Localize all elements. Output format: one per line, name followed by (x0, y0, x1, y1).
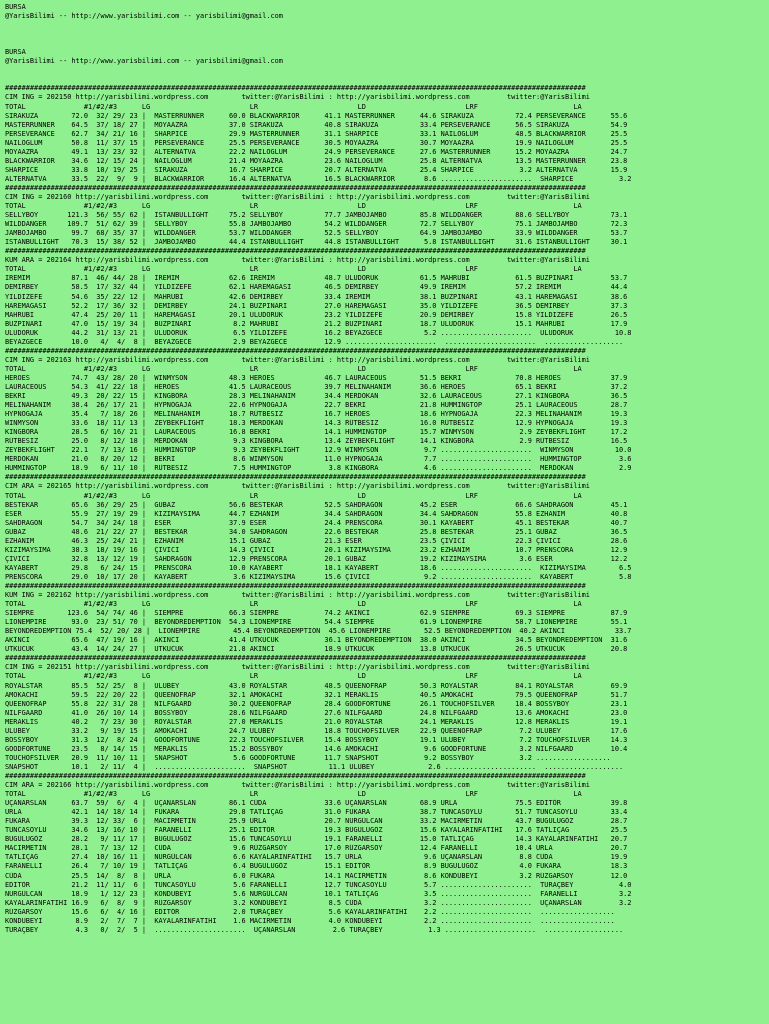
race-row: GOODFORTUNE 23.5 8/ 14/ 15 | MERAKLIS 15.2 BOSSYBOY 14.6 AMOKACHI 9.6 GOODFORTUNE 3.2 NILFGAARD 10.4 (5, 744, 628, 753)
race-row: LAURACEOUS 54.3 41/ 22/ 18 | HEROES 41.5 LAURACEOUS 39.7 MELINAHANIM 36.6 HEROES 65.1 BEKRI 37.2 (5, 382, 628, 391)
race-title: KUM ING = 202162 http://yarisbilimi.wordpress.com twitter:@YarisBilimi : http://yarisbilimi.wordpress.com twitter:@YarisBilimi (5, 591, 590, 600)
race-row: HYPNOGAJA 35.4 7/ 18/ 26 | MELINAHANIM 18.7 RÜTBESIZ 16.7 HEROES 18.6 HYPNOGAJA 22.3 MELINAHANIM 19.3 (5, 410, 628, 419)
separator-line: ############################################################################################################################################ (5, 582, 586, 590)
race-row: KINGBORA 28.5 6/ 16/ 21 | LAURACEOUS 16.8 BEKRI 14.1 HUMMINGTOP 15.7 WINMYSON 2.9 ZEYBEKFLIGHT 17.2 (5, 428, 628, 437)
race-list (5, 84, 769, 934)
race-row: TATLIÇAG 27.4 10/ 16/ 11 | NURGÜLCAN 6.6 KAYALARINFATIHI 15.7 URLA 9.6 UÇANARSLAN 8.8 CÜDA 19.9 (5, 853, 628, 862)
race-row: SELLYBOY 121.3 56/ 55/ 62 | ISTANBULLIGHT 75.2 SELLYBOY 77.7 JAMBOJAMBO 85.8 WILDDANGER 88.6 SELLYBOY 73.1 (5, 211, 628, 220)
race-row: SAHDRAGON 54.7 34/ 24/ 18 | ESER 37.9 ESER 24.4 PRENSCORA 30.1 KAYABERT 45.1 BESTEKAR 40.7 (5, 518, 628, 527)
race-column-header: TOTAL #1/#2/#3 LG LR LD LRF LA (5, 790, 582, 799)
header-line: BURSA (5, 48, 26, 57)
race-row: TUNCASOYLU 34.6 13/ 16/ 10 | FARANELLI 25.1 EDITÖR 19.3 BUGULUGÖZ 15.6 KAYALARINFATIHI 17.6 TATLIÇAG 25.5 (5, 826, 628, 835)
race-row: KAYABERT 29.8 6/ 24/ 15 | PRENSCORA 10.0 KAYABERT 18.1 KAYABERT 18.6 ...................... KIZIMAYSIMA 6.5 (5, 563, 632, 572)
separator-line: ############################################################################################################################################ (5, 654, 586, 663)
race-row: NILFGAARD 41.0 26/ 10/ 14 | BOSSYBOY 28.6 NILFGAARD 27.6 NILFGAARD 24.8 NILFGAARD 13.6 AMOKACHI 23.0 (5, 708, 628, 717)
race-row: PERSEVERANCE 62.7 34/ 21/ 16 | SHARPICE 29.9 MASTERRUNNER 31.1 SHARPICE 33.1 NAILOGLUM 48.5 BLACKWARRIOR 25.5 (5, 129, 628, 138)
race-title: CIM ING = 202163 http://yarisbilimi.wordpress.com twitter:@YarisBilimi : http://yarisbilimi.wordpress.com twitter:@YarisBilimi (5, 355, 590, 364)
race-row: UÇANARSLAN 63.7 59/ 6/ 4 | UÇANARSLAN 86.1 CÜDA 33.6 UÇANARSLAN 68.9 URLA 75.5 EDITÖR 39.8 (5, 799, 628, 808)
race-column-header: TOTAL #1/#2/#3 LG LR LD LRF LA (5, 672, 582, 681)
race-row: GUBAZ 48.6 21/ 22/ 27 | BESTEKAR 34.0 SAHDRAGON 22.6 BESTEKAR 25.8 BESTEKAR 25.1 GUBAZ 36.5 (5, 527, 628, 536)
race-row: HAREMAGASI 52.2 17/ 36/ 32 | DEMIRBEY 24.1 BUZPINARI 27.0 HAREMAGASI 35.0 YILDIZEFE 36.5 DEMIRBEY 37.3 (5, 301, 628, 310)
race-block (5, 247, 769, 347)
race-block (5, 473, 769, 582)
race-row: MERAKLIS 40.2 7/ 23/ 30 | ROYALSTAR 27.0 MERAKLIS 21.0 ROYALSTAR 24.1 MERAKLIS 12.8 MERAKLIS 19.1 (5, 717, 628, 726)
race-row: RÜTBESIZ 25.0 8/ 12/ 18 | MERDOKAN 9.3 KINGBORA 13.4 ZEYBEKFLIGHT 14.1 KINGBORA 2.9 RÜTBESIZ 16.5 (5, 437, 628, 446)
race-row: HUMMINGTOP 18.9 6/ 11/ 10 | RÜTBESIZ 7.5 HUMMINGTOP 3.8 KINGBORA 4.6 ...................... MERDOKAN 2.9 (5, 464, 632, 473)
header-line (5, 30, 769, 39)
race-row: FARANELLI 26.4 7/ 10/ 19 | TATLIÇAG 6.4 BUGULUGÖZ 15.1 EDITÖR 8.9 BUGULUGÖZ 4.0 FUKARA 18.3 (5, 862, 628, 871)
race-row: AMOKACHI 59.5 22/ 20/ 22 | QUEENOFRAP 32.1 AMOKACHI 32.1 MERAKLIS 40.5 AMOKACHI 79.5 QUEENOFRAP 51.7 (5, 690, 628, 699)
report-document (5, 3, 769, 935)
race-block (5, 184, 769, 247)
separator-line: ############################################################################################################################################ (5, 84, 586, 93)
race-title: CIM ARA = 202166 http://yarisbilimi.wordpress.com twitter:@YarisBilimi : http://yarisbilimi.wordpress.com twitter:@YarisBilimi (5, 781, 590, 790)
race-row: BEYAZGECE 10.0 4/ 4/ 8 | BEYAZGECE 2.9 BEYAZGECE 12.9 ...................... ...................... ................... (5, 337, 624, 346)
race-row: TURAÇBEY 4.3 0/ 2/ 5 | ...................... UÇANARSLAN 2.6 TURAÇBEY 1.3 ...................... ................... (5, 925, 624, 934)
race-row: CÜDA 25.5 14/ 8/ 8 | URLA 6.0 FUKARA 14.1 MACIRMETIN 8.6 KONDUBEYI 3.2 RÜZGARSOY 12.0 (5, 871, 628, 880)
race-row: UTKUCUK 43.4 14/ 24/ 27 | UTKUCUK 21.8 AKINCI 18.9 UTKUCUK 13.8 UTKUCUK 26.5 UTKUCUK 20.8 (5, 645, 628, 654)
race-row: BESTEKAR 65.6 36/ 29/ 25 | GUBAZ 56.6 BESTEKAR 52.5 SAHDRAGON 45.2 ESER 66.6 SAHDRAGON 45.1 (5, 500, 628, 509)
race-row: BEKRI 49.3 20/ 22/ 15 | KINGBORA 28.3 MELINAHANIM 34.4 MERDOKAN 32.6 LAURACEOUS 27.1 KINGBORA 36.5 (5, 392, 628, 401)
race-row: DEMIRBEY 58.5 17/ 32/ 44 | YILDIZEFE 62.1 HAREMAGASI 46.5 DEMIRBEY 49.9 IREMIM 57.2 IREMIM 44.4 (5, 283, 628, 292)
race-block (5, 347, 769, 474)
race-row: PRENSCORA 29.0 10/ 17/ 20 | KAYABERT 3.6 KIZIMAYSIMA 15.6 ÇIVICI 9.2 ...................... KAYABERT 5.8 (5, 572, 632, 581)
race-row: WINMYSON 33.6 18/ 11/ 13 | ZEYBEKFLIGHT 18.3 MERDOKAN 14.3 RÜTBESIZ 16.0 RÜTBESIZ 12.9 HYPNOGAJA 19.3 (5, 419, 628, 428)
race-row: MAHRUBI 47.4 25/ 20/ 11 | HAREMAGASI 20.1 ULUDORUK 23.2 YILDIZEFE 20.9 DEMIRBEY 15.8 YILDIZEFE 26.5 (5, 310, 628, 319)
separator-line: ############################################################################################################################################ (5, 771, 586, 780)
header-line (5, 75, 769, 84)
race-row: NURGÜLCAN 18.9 1/ 12/ 23 | KONDUBEYI 5.6 NURGÜLCAN 10.1 TATLIÇAG 3.5 ...................... FARANELLI 3.2 (5, 889, 632, 898)
race-row: HEROES 74.7 43/ 28/ 20 | WINMYSON 48.3 HEROES 46.7 LAURACEOUS 51.5 BEKRI 70.8 HEROES 37.9 (5, 373, 628, 382)
race-block (5, 84, 769, 184)
race-title: CIM ARA = 202165 http://yarisbilimi.wordpress.com twitter:@YarisBilimi : http://yarisbilimi.wordpress.com twitter:@YarisBilimi (5, 482, 590, 491)
race-row: ESER 55.9 27/ 19/ 29 | KIZIMAYSIMA 44.7 EZHANIM 34.4 SAHDRAGON 34.4 SAHDRAGON 55.8 EZHANIM 40.8 (5, 509, 628, 518)
race-row: JAMBOJAMBO 99.7 68/ 35/ 37 | WILDDANGER 53.7 WILDDANGER 52.5 SELLYBOY 64.9 JAMBOJAMBO 33.9 WILDDANGER 53.7 (5, 229, 628, 238)
race-row: SIRAKUZA 72.0 32/ 29/ 23 | MASTERRUNNER 60.0 BLACKWARRIOR 41.1 MASTERRUNNER 44.6 SIRAKUZA 72.4 PERSEVERANCE 55.6 (5, 111, 628, 120)
race-row: AKINCI 65.6 47/ 19/ 16 | AKINCI 41.4 UTKUCUK 36.1 BEYONDREDEMPTION 38.0 AKINCI 34.5 BEYONDREDEMPTION 31.6 (5, 636, 628, 645)
race-row: ULUBEY 33.2 9/ 19/ 15 | AMOKACHI 24.7 ULUBEY 18.8 TOUCHOFSILVER 22.9 QUEENOFRAP 7.2 ULUBEY 17.6 (5, 726, 628, 735)
header-line: @YarisBilimi -- http://www.yarisbilimi.com -- yarisbilimi@gmail.com (5, 57, 283, 66)
race-row: ULUDORUK 44.2 31/ 13/ 21 | ULUDORUK 6.5 YILDIZEFE 16.2 BEYAZGECE 5.2 ...................... ULUDORUK 10.8 (5, 328, 632, 337)
race-block (5, 654, 769, 772)
race-row: LIONEMPIRE 93.0 23/ 51/ 70 | BEYONDREDEMPTION 54.3 LIONEMPIRE 54.4 SIEMPRE 61.9 LIONEMPIRE 58.7 LIONEMPIRE 55.1 (5, 618, 628, 627)
race-column-header: TOTAL #1/#2/#3 LG LR LD LRF LA (5, 364, 582, 373)
race-row: NAILOGLUM 50.8 11/ 37/ 15 | PERSEVERANCE 25.5 PERSEVERANCE 30.5 MOYAAZRA 30.7 MOYAAZRA 19.9 NAILOGLUM 25.5 (5, 138, 628, 147)
separator-line: ############################################################################################################################################ (5, 473, 586, 482)
race-row: KAYALARINFATIHI 16.9 6/ 8/ 9 | RÜZGARSOY 3.2 KONDUBEYI 8.5 CÜDA 3.2 ...................... UÇANARSLAN 3.2 (5, 898, 632, 907)
race-row: ROYALSTAR 85.5 52/ 25/ 8 | ULUBEY 43.0 ROYALSTAR 48.5 QUEENOFRAP 50.3 ROYALSTAR 84.1 ROYALSTAR 69.9 (5, 681, 628, 690)
race-title: CIM ING = 202151 http://yarisbilimi.wordpress.com twitter:@YarisBilimi : http://yarisbilimi.wordpress.com twitter:@YarisBilimi (5, 663, 590, 672)
race-row: SIEMPRE 123.6 54/ 74/ 46 | SIEMPRE 66.3 SIEMPRE 74.2 AKINCI 62.9 SIEMPRE 69.3 SIEMPRE 87.9 (5, 609, 628, 618)
race-row: YILDIZEFE 54.6 35/ 22/ 12 | MAHRUBI 42.6 DEMIRBEY 33.4 IREMIM 38.1 BUZPINARI 43.1 HAREMAGASI 38.6 (5, 292, 628, 301)
race-row: ISTANBULLIGHT 70.3 15/ 38/ 52 | JAMBOJAMBO 44.4 ISTANBULLIGHT 44.8 ISTANBULLIGHT 5.8 ISTANBULLIGHT 31.6 ISTANBULLIGHT 30.1 (5, 238, 628, 247)
race-row: BLACKWARRIOR 34.6 12/ 15/ 24 | NAILOGLUM 21.4 MOYAAZRA 23.6 NAILOGLUM 25.8 ALTERNATVA 13.5 MASTERRUNNER 23.8 (5, 156, 628, 165)
race-row: MERDOKAN 21.0 8/ 20/ 12 | BEKRI 8.6 WINMYSON 11.0 HYPNOGAJA 7.7 ...................... HUMMINGTOP 3.6 (5, 455, 632, 464)
separator-line: ############################################################################################################################################ (5, 346, 586, 355)
header-line (5, 66, 769, 75)
race-row: QUEENOFRAP 55.8 22/ 31/ 28 | NILFGAARD 30.2 QUEENOFRAP 28.4 GOODFORTUNE 26.1 TOUCHOFSILVER 18.4 BOSSYBOY 23.1 (5, 699, 628, 708)
race-row: TOUCHOFSILVER 20.9 11/ 10/ 11 | SNAPSHOT 5.6 GOODFORTUNE 11.7 SNAPSHOT 9.2 BOSSYBOY 3.2 .................. (5, 753, 611, 762)
race-title: KUM ARA = 202164 http://yarisbilimi.wordpress.com twitter:@YarisBilimi : http://yarisbilimi.wordpress.com twitter:@YarisBilimi (5, 256, 590, 265)
race-row: MOYAAZRA 49.1 13/ 23/ 32 | ALTERNATVA 22.2 NAILOGLUM 24.9 PERSEVERANCE 27.6 MASTERRUNNER 15.2 MOYAAZRA 24.7 (5, 147, 628, 156)
header-line (5, 21, 769, 30)
race-column-header: TOTAL #1/#2/#3 LG LR LD LRF LA (5, 202, 582, 211)
race-row: IREMIM 87.1 46/ 44/ 28 | IREMIM 62.6 IREMIM 48.7 ULUDORUK 61.5 MAHRUBI 61.5 BUZPINARI 53.7 (5, 274, 628, 283)
separator-line: ############################################################################################################################################ (5, 183, 586, 192)
race-row: ZEYBEKFLIGHT 22.1 7/ 13/ 16 | HUMMINGTOP 9.3 ZEYBEKFLIGHT 12.9 WINMYSON 9.7 ...................... WINMYSON 10.0 (5, 446, 632, 455)
race-title: CIM ING = 202160 http://yarisbilimi.wordpress.com twitter:@YarisBilimi : http://yarisbilimi.wordpress.com twitter:@YarisBilimi (5, 192, 590, 201)
race-row: ALTERNATVA 33.5 22/ 9/ 9 | BLACKWARRIOR 16.4 ALTERNATVA 16.5 BLACKWARRIOR 8.6 ...................... SHARPICE 3.2 (5, 174, 632, 183)
race-row: FUKARA 39.3 12/ 33/ 6 | MACIRMETIN 25.9 URLA 20.7 NURGÜLCAN 33.2 MACIRMETIN 43.7 BUGULUGÖZ 28.7 (5, 817, 628, 826)
race-column-header: TOTAL #1/#2/#3 LG LR LD LRF LA (5, 491, 582, 500)
header-line (5, 39, 769, 48)
race-row: EDITÖR 21.2 11/ 11/ 6 | TUNCASOYLU 5.6 FARANELLI 12.7 TUNCASOYLU 5.7 ...................... TURAÇBEY 4.0 (5, 880, 632, 889)
race-row: MASTERRUNNER 64.5 37/ 18/ 27 | MOYAAZRA 37.0 SIRAKUZA 40.8 SIRAKUZA 33.4 PERSEVERANCE 56.5 SIRAKUZA 54.9 (5, 120, 628, 129)
header-line: @YarisBilimi -- http://www.yarisbilimi.com -- yarisbilimi@gmail.com (5, 12, 283, 21)
race-title: CIM ING = 202150 http://yarisbilimi.wordpress.com twitter:@YarisBilimi : http://yarisbilimi.wordpress.com twitter:@YarisBilimi (5, 93, 590, 102)
race-row: KONDUBEYI 8.9 2/ 7/ 7 | KAYALARINFATIHI 1.6 MACIRMETIN 4.0 KONDUBEYI 2.2 ...................... .................. (5, 916, 615, 925)
race-column-header: TOTAL #1/#2/#3 LG LR LD LRF LA (5, 600, 582, 609)
race-row: WILDDANGER 109.7 51/ 62/ 39 | SELLYBOY 55.8 JAMBOJAMBO 54.2 WILDDANGER 72.7 SELLYBOY 75.1 JAMBOJAMBO 72.3 (5, 220, 628, 229)
race-block (5, 772, 769, 935)
race-row: BUGULUGÖZ 28.2 9/ 11/ 17 | BUGULUGÖZ 15.6 TUNCASOYLU 19.1 FARANELLI 15.0 TATLIÇAG 14.3 KAYALARINFATIHI 20.7 (5, 835, 628, 844)
separator-line: ############################################################################################################################################ (5, 247, 586, 256)
race-row: BEYONDREDEMPTION 75.4 52/ 20/ 28 | LIONEMPIRE 45.4 BEYONDREDEMPTION 45.6 LIONEMPIRE 52.5 BEYONDREDEMPTION 40.2 AKINCI 33.7 (5, 627, 632, 636)
race-row: SNAPSHOT 10.1 2/ 11/ 4 | ...................... SNAPSHOT 11.1 ULUBEY 2.6 ...................... ................... (5, 762, 624, 771)
race-row: BUZPINARI 47.0 15/ 19/ 34 | BUZPINARI 8.2 MAHRUBI 21.2 BUZPINARI 18.7 ULUDORUK 15.1 MAHRUBI 17.9 (5, 319, 628, 328)
race-row: MELINAHANIM 38.4 26/ 17/ 21 | HYPNOGAJA 22.6 HYPNOGAJA 22.7 BEKRI 21.8 HUMMINGTOP 25.1 LAURACEOUS 28.7 (5, 401, 628, 410)
race-row: RÜZGARSOY 15.6 6/ 4/ 16 | EDITÖR 2.0 TURAÇBEY 5.6 KAYALARINFATIHI 2.2 ...................... .................. (5, 907, 615, 916)
race-row: KIZIMAYSIMA 38.3 18/ 19/ 16 | ÇIVICI 14.3 ÇIVICI 20.1 KIZIMAYSIMA 23.2 EZHANIM 10.7 PRENSCORA 12.9 (5, 545, 628, 554)
header-block (5, 3, 769, 84)
race-row: BOSSYBOY 31.3 12/ 8/ 24 | GOODFORTUNE 22.3 TOUCHOFSILVER 15.4 BOSSYBOY 19.1 ULUBEY 7.2 TOUCHOFSILVER 14.3 (5, 735, 628, 744)
race-row: ÇIVICI 32.8 13/ 12/ 19 | SAHDRAGON 12.9 PRENSCORA 20.1 GUBAZ 19.2 KIZIMAYSIMA 3.6 ESER 12.2 (5, 554, 628, 563)
race-row: EZHANIM 46.3 25/ 24/ 21 | EZHANIM 15.1 GUBAZ 21.3 ESER 23.5 ÇIVICI 22.3 ÇIVICI 28.6 (5, 536, 628, 545)
header-line: BURSA (5, 3, 26, 11)
race-column-header: TOTAL #1/#2/#3 LG LR LD LRF LA (5, 265, 582, 274)
race-row: MACIRMETIN 28.1 7/ 13/ 12 | CÜDA 9.6 RÜZGARSOY 17.0 RÜZGARSOY 12.4 FARANELLI 10.4 URLA 20.7 (5, 844, 628, 853)
race-row: SHARPICE 33.8 10/ 19/ 25 | SIRAKUZA 16.7 SHARPICE 20.7 ALTERNATVA 25.4 SHARPICE 3.2 ALTERNATVA 15.9 (5, 165, 628, 174)
race-block (5, 582, 769, 654)
race-row: URLA 42.1 14/ 18/ 14 | FUKARA 29.8 TATLIÇAG 31.0 FUKARA 38.7 TUNCASOYLU 51.7 TUNCASOYLU 33.4 (5, 808, 628, 817)
race-column-header: TOTAL #1/#2/#3 LG LR LD LRF LA (5, 102, 582, 111)
